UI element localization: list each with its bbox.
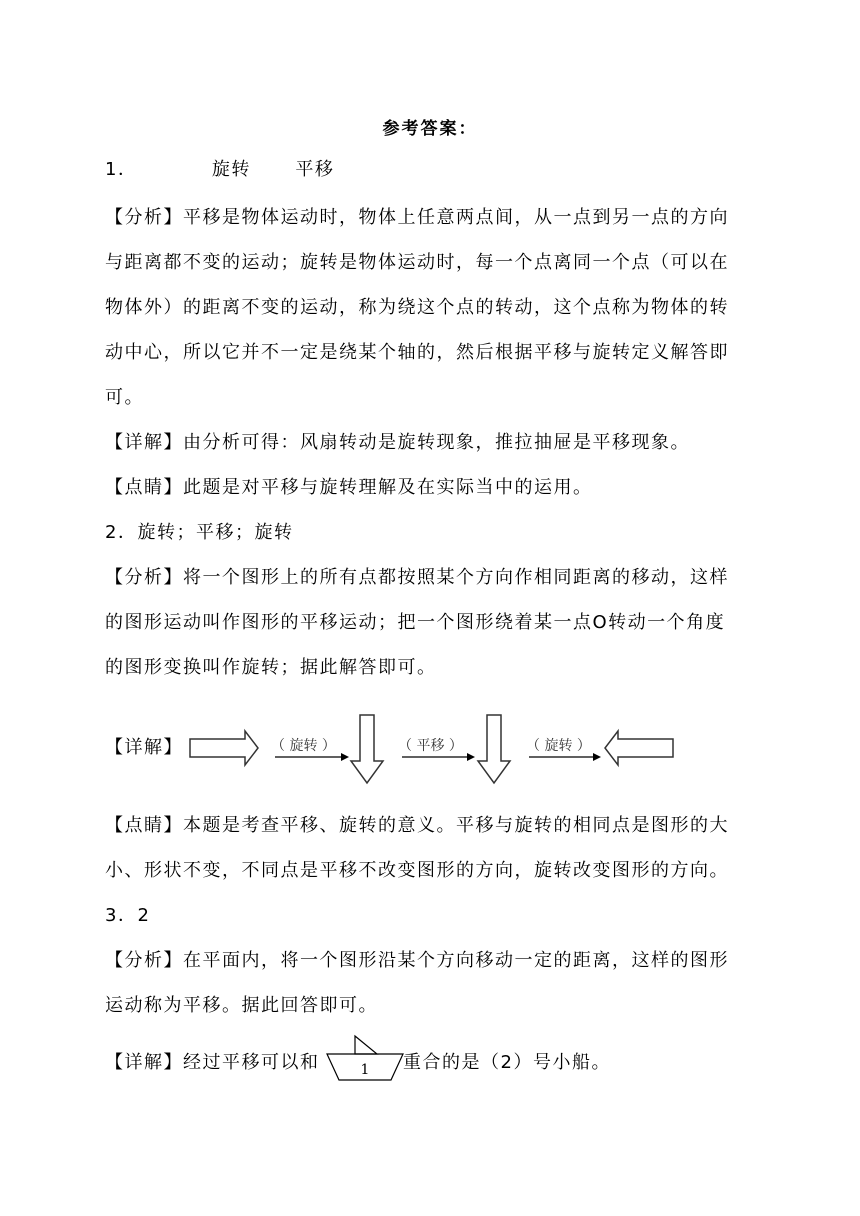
q3-detail-before: 【详解】经过平移可以和 [105,1052,320,1073]
page-title: 参考答案： [382,119,478,139]
boat-icon [325,1034,405,1084]
step-label-rotate-2: （ 旋转 ） [526,738,591,754]
boat-number: 1 [360,1062,370,1078]
q1-analysis-line: 【分析】平移是物体运动时，物体上任意两点间，从一点到另一点的方向 [105,207,729,228]
q2-analysis-line: 的图形变换叫作旋转；据此解答即可。 [105,657,437,678]
q1-analysis-line: 与距离都不变的运动；旋转是物体运动时，每一个点离同一个点（可以在 [105,252,729,273]
q3-analysis-line: 【分析】在平面内，将一个图形沿某个方向移动一定的距离，这样的图形 [105,950,729,971]
left-arrow-shape [605,731,673,765]
q2-analysis-line: 【分析】将一个图形上的所有点都按照某个方向作相同距离的移动，这样 [105,567,729,588]
q1-number: 1． [105,159,138,180]
q2-comment-line: 小、形状不变，不同点是平移不改变图形的方向，旋转改变图形的方向。 [105,860,729,881]
q1-analysis-line: 可。 [105,387,144,408]
down-arrow-shape-2 [478,715,510,783]
q2-comment-line: 【点睛】本题是考查平移、旋转的意义。平移与旋转的相同点是图形的大 [105,815,729,836]
step-arrowhead-3 [593,753,601,761]
right-arrow-shape [190,731,258,765]
q3-detail [105,1034,805,1084]
q1-analysis-line: 物体外）的距离不变的运动，称为绕这个点的转动，这个点称为物体的转 [105,297,729,318]
q1-detail: 【详解】由分析可得：风扇转动是旋转现象，推拉抽屉是平移现象。 [105,432,690,453]
q1-answer-2: 平移 [295,159,335,180]
q2-heading: 2．旋转；平移；旋转 [105,522,294,543]
q3-detail-after: 重合的是（2）号小船。 [403,1052,611,1073]
step-label-rotate-1: （ 旋转 ） [271,738,336,754]
q3-analysis-line: 运动称为平移。据此回答即可。 [105,995,378,1016]
step-arrowhead-2 [467,753,475,761]
step-arrowhead-1 [341,753,349,761]
q2-analysis-line: 的图形运动叫作图形的平移运动；把一个图形绕着某一点O转动一个角度 [105,612,726,633]
q1-analysis-line: 动中心，所以它并不一定是绕某个轴的，然后根据平移与旋转定义解答即 [105,342,729,363]
q1-answer-1: 旋转 [211,159,251,180]
q1-answer-line [105,158,334,182]
boat-sail [355,1036,377,1054]
q1-comment: 【点睛】此题是对平移与旋转理解及在实际当中的运用。 [105,477,593,498]
down-arrow-shape-1 [351,715,383,783]
step-label-translate: （ 平移 ） [398,738,463,754]
q2-arrow-figure [105,705,785,785]
q3-heading: 3．2 [105,905,151,926]
q2-detail-label: 【详解】 [105,737,183,758]
